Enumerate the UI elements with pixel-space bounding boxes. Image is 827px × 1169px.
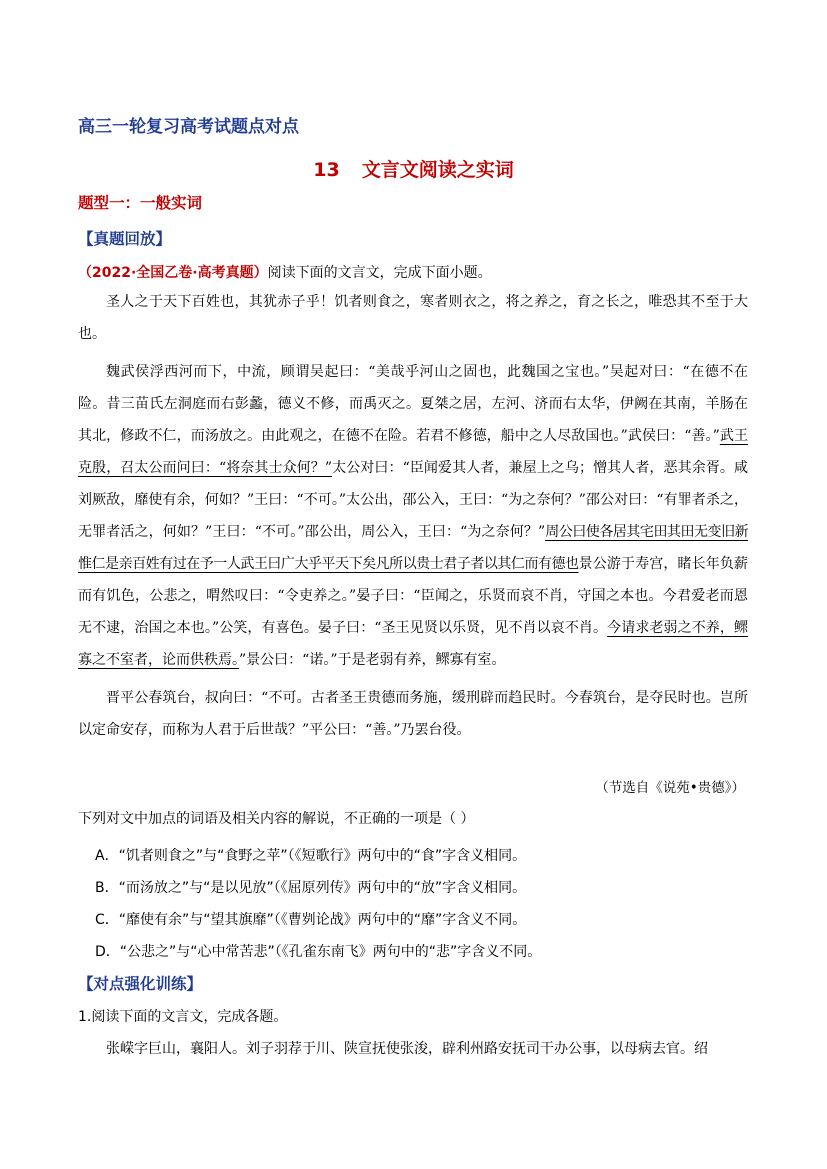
question-stem: 下列对文中加点的词语及相关内容的解说，不正确的一项是（ ） bbox=[78, 811, 475, 827]
underlined-sentence-2: 周公曰使各居其宅田其田无变旧新惟仁是亲百姓有过在予一人武王曰广大乎平天下矣凡所以贵士君子者以其仁而有德也 bbox=[78, 524, 749, 572]
question-type-label: 题型一：一般实词 bbox=[78, 194, 203, 212]
exercise-text: 张嵘字巨山，襄阳人。刘子羽荐于川、陕宣抚使张浚，辟利州路安抚司干办公事，以母病去官。绍 bbox=[106, 1041, 708, 1057]
passage-attribution: （节选自《说苑•贵德》） bbox=[595, 780, 745, 796]
section-training-heading: 【对点强化训练】 bbox=[78, 975, 203, 993]
underlined-sentence-1: 武王克殷，召太公而问曰：“将奈其士众何？” bbox=[78, 428, 748, 476]
source-tag: （2022·全国乙卷·高考真题） bbox=[78, 265, 268, 281]
source-instruction: 阅读下面的文言文，完成下面小题。 bbox=[267, 265, 492, 281]
passage-text: 景公游于寿宫，睹长年负薪而有饥色，公悲之，喟然叹曰：“令吏养之。”晏子曰：“臣闻之，乐贤而哀不肖，守国之本也。今君爱老而恩无不逮，治国之本也。”公笑，有喜色。晏子曰：“圣王见贤以乐贤，见不肖以哀不肖。 bbox=[78, 556, 748, 636]
series-title: 高三一轮复习高考试题点对点 bbox=[78, 117, 299, 137]
option-c: C．“靡使有余”与“望其旗靡”（《曹刿论战》两句中的“靡”字含义不同。 bbox=[95, 912, 527, 928]
passage-paragraph-2 bbox=[78, 356, 748, 676]
passage-text: ”景公曰：“诺。”于是老弱有养，鳏寡有室。 bbox=[239, 652, 506, 668]
section-review-heading: 【真题回放】 bbox=[78, 230, 172, 248]
exercise-prompt: 1.阅读下面的文言文，完成各题。 bbox=[78, 1009, 288, 1025]
passage-text: 魏武侯浮西河而下，中流，顾谓吴起曰：“美哉乎河山之固也，此魏国之宝也。”吴起对曰：“在德不在险。昔三苗氏左洞庭而右彭蠡，德义不修，而禹灭之。夏桀之居，左河、济而右太华，伊阙在其南，羊肠在其北，修政不仁，而汤放之。由此观之，在德不在险。若君不修德，船中之人尽敌国也。”武侯曰：“善。” bbox=[78, 364, 748, 444]
source-line bbox=[78, 262, 492, 282]
option-d: D．“公悲之”与“心中常苦悲”（《孔雀东南飞》两句中的“悲”字含义不同。 bbox=[95, 944, 542, 960]
chapter-number: 13 bbox=[313, 159, 340, 181]
passage-paragraph-1: 圣人之于天下百姓也，其犹赤子乎！饥者则食之，寒者则衣之，将之养之，育之长之，唯恐其不至于大也。 bbox=[78, 294, 748, 342]
passage-text: 太公对曰：“臣闻爱其人者，兼屋上之乌；憎其人者，恶其余胥。咸刘厥敌，靡使有余，何如？”王曰：“不可。”太公出，邵公入，王曰：“为之奈何？”邵公对曰：“有罪者杀之，无罪者活之，何如？”王曰：“不可。”邵公出，周公入，王曰：“为之奈何？” bbox=[78, 460, 748, 540]
chapter-title-text: 文言文阅读之实词 bbox=[361, 159, 514, 181]
option-b: B．“而汤放之”与“是以见放”（《屈原列传》两句中的“放”字含义相同。 bbox=[95, 880, 527, 896]
exercise-passage bbox=[78, 1034, 748, 1064]
passage-paragraph-3: 晋平公春筑台，叔向曰：“不可。古者圣王贵德而务施，缓刑辟而趋民时。今春筑台，是夺民时也。岂所以定命安存，而称为人君于后世哉？”平公曰：“善。”乃罢台役。 bbox=[78, 690, 748, 738]
chapter-title bbox=[0, 155, 827, 182]
underlined-sentence-3: 今请求老弱之不养，鳏寡之不室者，论而供秩焉。 bbox=[78, 620, 749, 668]
classical-passage bbox=[78, 286, 748, 746]
option-a: A．“饥者则食之”与“食野之苹”（《短歌行》两句中的“食”字含义相同。 bbox=[95, 848, 527, 864]
